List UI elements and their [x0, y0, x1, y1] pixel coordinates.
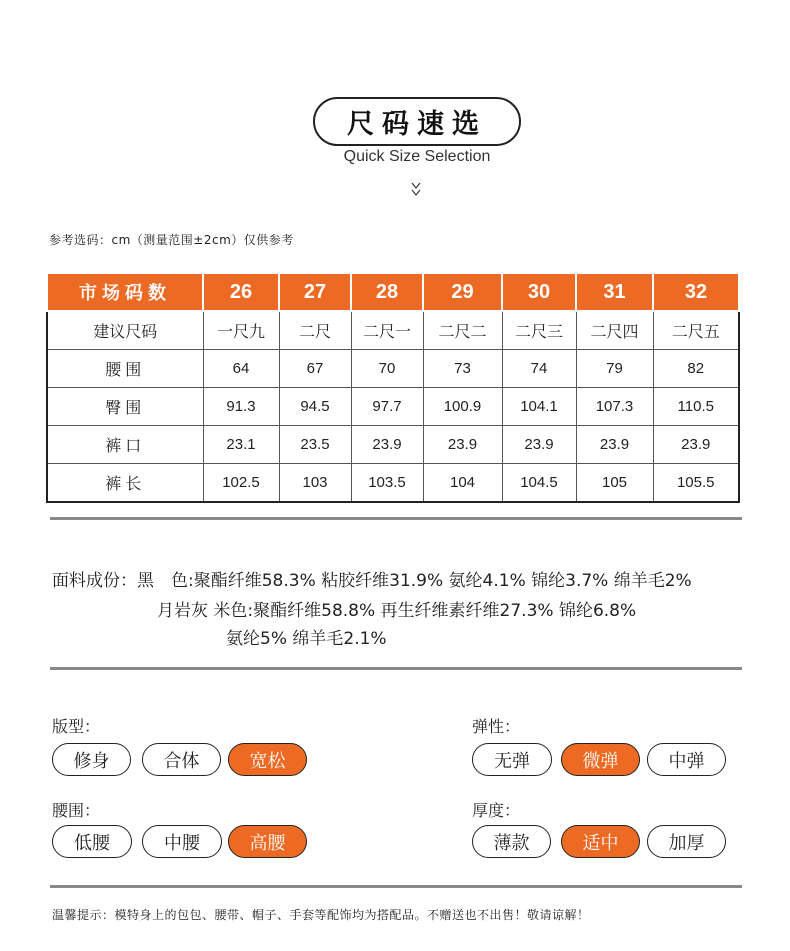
waist-label: 腰围：: [52, 801, 101, 820]
divider: [50, 517, 742, 520]
table-cell: 105.5: [653, 463, 739, 502]
table-cell: 97.7: [351, 388, 423, 426]
table-cell: 104.1: [502, 388, 576, 426]
table-cell: 73: [423, 350, 502, 388]
header-size: 30: [502, 273, 576, 311]
thickness-option-thin: 薄款: [472, 825, 551, 858]
size-table: [46, 272, 740, 503]
header-size: 26: [203, 273, 279, 311]
thickness-label: 厚度：: [472, 801, 521, 820]
table-cell: 二尺五: [653, 311, 739, 350]
table-cell: 100.9: [423, 388, 502, 426]
row-label: 腰围: [47, 350, 203, 388]
divider: [50, 885, 742, 888]
page-subtitle: Quick Size Selection: [343, 148, 491, 165]
table-cell: 23.9: [576, 425, 653, 463]
table-cell: 79: [576, 350, 653, 388]
table-cell: 二尺一: [351, 311, 423, 350]
table-cell: 70: [351, 350, 423, 388]
page-title: 尺码速选: [313, 97, 521, 146]
table-row: [47, 463, 739, 502]
header-market-size: 市场码数: [47, 273, 203, 311]
waist-option-low: 低腰: [52, 825, 132, 858]
table-row: [47, 350, 739, 388]
thickness-option-thick: 加厚: [647, 825, 726, 858]
fabric-line-3: 氨纶5% 绵羊毛2.1%: [226, 629, 387, 649]
elasticity-option-slight: 微弹: [561, 743, 640, 776]
table-cell: 104.5: [502, 463, 576, 502]
table-cell: 104: [423, 463, 502, 502]
header-size: 29: [423, 273, 502, 311]
divider: [50, 667, 742, 670]
table-cell: 二尺四: [576, 311, 653, 350]
row-label: 臀围: [47, 388, 203, 426]
table-cell: 二尺三: [502, 311, 576, 350]
header-size: 27: [279, 273, 351, 311]
table-cell: 105: [576, 463, 653, 502]
table-cell: 23.9: [423, 425, 502, 463]
table-row: [47, 311, 739, 350]
fit-label: 版型：: [52, 717, 101, 736]
waist-option-mid: 中腰: [142, 825, 222, 858]
row-label: 建议尺码: [47, 311, 203, 350]
table-cell: 67: [279, 350, 351, 388]
table-cell: 23.9: [653, 425, 739, 463]
header-size: 31: [576, 273, 653, 311]
fabric-line-2: 月岩灰 米色:聚酯纤维58.8% 再生纤维素纤维27.3% 锦纶6.8%: [157, 601, 637, 621]
table-cell: 23.1: [203, 425, 279, 463]
row-label: 裤长: [47, 463, 203, 502]
table-cell: 23.9: [351, 425, 423, 463]
elasticity-option-none: 无弹: [472, 743, 552, 776]
reference-note: 参考选码：cm（测量范围±2cm）仅供参考: [49, 233, 294, 247]
table-cell: 23.5: [279, 425, 351, 463]
table-row: [47, 388, 739, 426]
thickness-option-medium: 适中: [561, 825, 640, 858]
table-cell: 102.5: [203, 463, 279, 502]
table-cell: 二尺二: [423, 311, 502, 350]
fit-option-regular: 合体: [142, 743, 221, 776]
table-cell: 二尺: [279, 311, 351, 350]
table-cell: 82: [653, 350, 739, 388]
table-cell: 74: [502, 350, 576, 388]
table-cell: 23.9: [502, 425, 576, 463]
elasticity-label: 弹性：: [472, 717, 521, 736]
fabric-line-1: 面料成份：黑 色:聚酯纤维58.3% 粘胶纤维31.9% 氨纶4.1% 锦纶3.7% 绵羊毛2%: [52, 571, 692, 591]
elasticity-option-medium: 中弹: [647, 743, 726, 776]
table-cell: 64: [203, 350, 279, 388]
header-size: 28: [351, 273, 423, 311]
fit-option-loose: 宽松: [228, 743, 307, 776]
table-cell: 103.5: [351, 463, 423, 502]
fit-option-slim: 修身: [52, 743, 131, 776]
row-label: 裤口: [47, 425, 203, 463]
table-cell: 一尺九: [203, 311, 279, 350]
table-header-row: [47, 273, 739, 311]
table-cell: 110.5: [653, 388, 739, 426]
chevron-down-icon: [409, 180, 423, 200]
header-size: 32: [653, 273, 739, 311]
waist-option-high: 高腰: [228, 825, 307, 858]
table-cell: 91.3: [203, 388, 279, 426]
table-cell: 107.3: [576, 388, 653, 426]
table-cell: 94.5: [279, 388, 351, 426]
table-cell: 103: [279, 463, 351, 502]
footer-note: 温馨提示：模特身上的包包、腰带、帽子、手套等配饰均为搭配品。不赠送也不出售！敬请谅解！: [52, 908, 590, 922]
table-row: [47, 425, 739, 463]
